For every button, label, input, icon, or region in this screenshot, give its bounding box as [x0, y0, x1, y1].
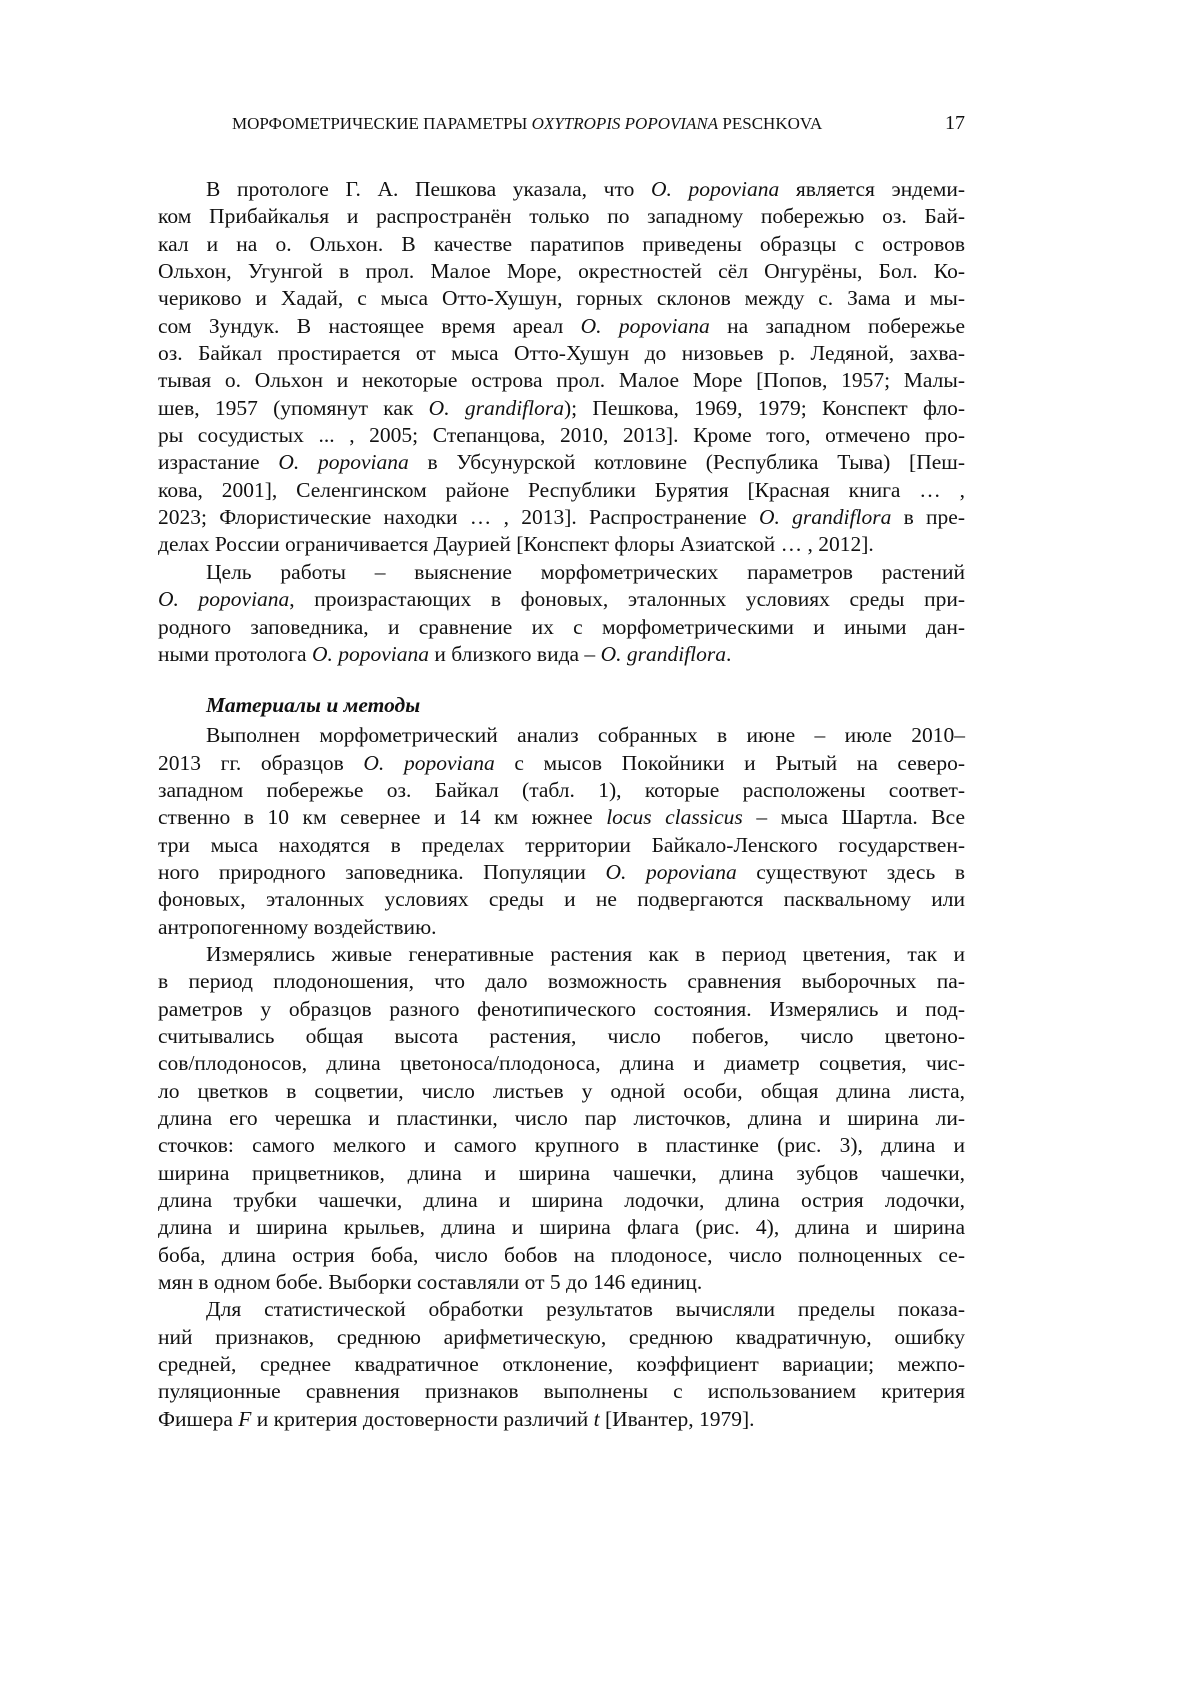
text-line — [158, 1214, 965, 1241]
text-run: Ольхон, Угунгой в прол. Малое Море, окрестностей сёл Онгурёны, Бол. Ко- — [158, 259, 965, 284]
text-run: мян в одном бобе. Выборки составляли от 5 до 146 единиц. — [158, 1270, 703, 1295]
text-run: боба, длина острия боба, число бобов на плодоносе, число полноценных се- — [158, 1242, 965, 1267]
text-run: делах России ограничивается Даурией [Конспект флоры Азиатской … , 2012]. — [158, 532, 874, 557]
text-line — [158, 422, 965, 449]
italic-text: O. popoviana — [278, 450, 409, 475]
text-line — [158, 203, 965, 230]
text-run: кова, 2001], Селенгинском районе Республики Бурятия [Красная книга … , — [158, 477, 965, 502]
text-run: ком Прибайкалья и распространён только по западному побережью оз. Бай- — [158, 204, 965, 229]
text-run: средней, среднее квадратичное отклонение, коэффициент вариации; межпо- — [158, 1352, 965, 1377]
text-run: 2023; Флористические находки … , 2013]. Распространение — [158, 505, 759, 530]
text-run: ний признаков, среднюю арифметическую, среднюю квадратичную, ошибку — [158, 1324, 965, 1349]
text-line — [158, 504, 965, 531]
text-run: три мыса находятся в пределах территории Байкало-Ленского государствен- — [158, 832, 965, 857]
text-run: ло цветков в соцветии, число листьев у одной особи, общая длина листа, — [158, 1078, 965, 1103]
text-line — [158, 832, 965, 859]
italic-text: F — [238, 1406, 252, 1431]
text-run: антропогенному воздействию. — [158, 914, 437, 939]
italic-text: O. popoviana — [605, 859, 737, 884]
text-run: ширина прицветников, длина и ширина чашечки, длина зубцов чашечки, — [158, 1160, 965, 1185]
text-line — [158, 1378, 965, 1405]
paragraph — [158, 176, 965, 559]
text-run: ры сосудистых ... , 2005; Степанцова, 2010, 2013]. Кроме того, отмечено про- — [158, 423, 965, 448]
text-run: и близкого вида – — [429, 641, 601, 666]
text-run: западном побережье оз. Байкал (табл. 1), которые расположены соответ- — [158, 777, 965, 802]
text-run: МОРФОМЕТРИЧЕСКИЕ ПАРАМЕТРЫ — [232, 114, 532, 133]
text-line — [158, 968, 965, 995]
text-line — [158, 1269, 965, 1296]
text-run: . — [726, 641, 732, 666]
text-run: пуляционные сравнения признаков выполнены с использованием критерия — [158, 1379, 965, 1404]
text-run: тывая о. Ольхон и некоторые острова прол. Малое Море [Попов, 1957; Малы- — [158, 368, 965, 393]
text-run: сточков: самого мелкого и самого крупного в пластинке (рис. 3), длина и — [158, 1133, 965, 1158]
text-line — [158, 614, 965, 641]
paragraph — [158, 722, 965, 941]
text-line — [158, 258, 965, 285]
text-run: на западном побережье — [709, 313, 965, 338]
text-line — [158, 449, 965, 476]
section-heading: Материалы и методы — [206, 693, 421, 718]
italic-text: locus classicus — [606, 805, 743, 830]
text-run: израстание — [158, 450, 279, 475]
italic-text: t — [593, 1406, 600, 1431]
text-run: в период плодоношения, что дало возможность сравнения выборочных па- — [158, 969, 965, 994]
text-line — [158, 1324, 965, 1351]
text-run: фоновых, эталонных условиях среды и не подвергаются пасквальному или — [158, 887, 965, 912]
paragraph — [158, 941, 965, 1296]
text-run: в пре- — [891, 505, 965, 530]
italic-text: O. grandiflora — [600, 641, 726, 666]
article-body — [158, 176, 965, 1433]
text-line — [158, 996, 965, 1023]
text-line — [158, 531, 965, 558]
text-run: – мыса Шартла. Все — [742, 805, 965, 830]
text-run: длина трубки чашечки, длина и ширина лодочки, длина острия лодочки, — [158, 1188, 965, 1213]
text-run: существуют здесь в — [736, 859, 965, 884]
text-line — [158, 886, 965, 913]
text-line — [158, 395, 965, 422]
text-run: родного заповедника, и сравнение их с морфометрическими и иными дан- — [158, 614, 965, 639]
text-line — [158, 750, 965, 777]
italic-text: O. popoviana — [580, 313, 710, 338]
text-line — [158, 1023, 965, 1050]
paragraph — [158, 559, 965, 668]
text-line — [158, 1050, 965, 1077]
text-run: ); Пешкова, 1969, 1979; Конспект фло- — [564, 395, 965, 420]
text-run: сов/плодоносов, длина цветоноса/плодоноса, длина и диаметр соцветия, чис- — [158, 1051, 965, 1076]
text-run: считывались общая высота растения, число побегов, число цветоно- — [158, 1023, 965, 1048]
italic-text: O. grandiflora — [428, 395, 564, 420]
text-line — [158, 941, 965, 968]
italic-text: OXYTROPIS POPOVIANA — [531, 114, 719, 133]
text-run: Для статистической обработки результатов вычисляли пределы показа- — [206, 1297, 965, 1322]
text-run: кал и на о. Ольхон. В качестве паратипов приведены образцы с островов — [158, 231, 965, 256]
page-number: 17 — [945, 112, 965, 134]
text-line — [158, 586, 965, 613]
text-run: Фишера — [158, 1406, 239, 1431]
paragraph — [158, 1296, 965, 1433]
text-run: сом Зундук. В настоящее время ареал — [158, 313, 581, 338]
text-line — [158, 777, 965, 804]
text-line — [158, 1406, 965, 1433]
text-run: [Ивантер, 1979]. — [599, 1406, 755, 1431]
text-line — [158, 804, 965, 831]
text-line — [158, 1296, 965, 1323]
text-line — [158, 1132, 965, 1159]
running-title — [232, 114, 822, 134]
text-line — [158, 285, 965, 312]
text-line — [158, 559, 965, 586]
italic-text: O. popoviana — [158, 587, 290, 612]
text-line — [158, 231, 965, 258]
text-run: чериково и Хадай, с мыса Отто-Хушун, горных склонов между с. Зама и мы- — [158, 286, 965, 311]
text-line — [158, 1351, 965, 1378]
text-run: ными протолога — [158, 641, 312, 666]
italic-text: O. grandiflora — [759, 505, 892, 530]
text-line — [158, 1160, 965, 1187]
text-run: оз. Байкал простирается от мыса Отто-Хушун до низовьев р. Ледяной, захва- — [158, 341, 965, 366]
text-line — [158, 313, 965, 340]
text-run: Измерялись живые генеративные растения как в период цветения, так и — [206, 941, 965, 966]
italic-text: O. popoviana — [311, 641, 430, 666]
text-line — [158, 367, 965, 394]
text-line — [158, 914, 965, 941]
text-run: с мысов Покойники и Рытый на северо- — [494, 750, 965, 775]
text-run: шев, 1957 (упомянут как — [158, 395, 429, 420]
text-run: длина и ширина крыльев, длина и ширина флага (рис. 4), длина и ширина — [158, 1215, 965, 1240]
text-run: раметров у образцов разного фенотипического состояния. Измерялись и под- — [158, 996, 965, 1021]
text-run: и критерия достоверности различий — [251, 1406, 594, 1431]
text-run: Цель работы – выяснение морфометрических параметров растений — [206, 559, 965, 584]
text-line — [158, 722, 965, 749]
text-line — [158, 1187, 965, 1214]
text-line — [158, 477, 965, 504]
italic-text: O. popoviana — [650, 177, 780, 201]
text-run: длина его черешка и пластинки, число пар листочков, длина и ширина ли- — [158, 1106, 965, 1130]
text-run: Выполнен морфометрический анализ собранных в июне – июле 2010– — [206, 723, 965, 748]
text-run: PESCHKOVA — [718, 114, 823, 133]
text-run: 2013 гг. образцов — [158, 750, 364, 775]
text-line — [158, 859, 965, 886]
text-line — [158, 176, 965, 203]
text-line — [158, 1078, 965, 1105]
text-run: , произрастающих в фоновых, эталонных условиях среды при- — [289, 587, 965, 612]
text-run: является эндеми- — [779, 177, 965, 201]
italic-text: O. popoviana — [363, 750, 495, 775]
text-line — [158, 1105, 965, 1132]
text-line — [158, 340, 965, 367]
text-line — [158, 1242, 965, 1269]
text-run: ного природного заповедника. Популяции — [158, 859, 606, 884]
text-run: В протологе Г. А. Пешкова указала, что — [206, 177, 651, 201]
text-line — [158, 641, 965, 668]
text-run: в Убсунурской котловине (Республика Тыва) [Пеш- — [408, 450, 965, 475]
text-run: ственно в 10 км севернее и 14 км южнее — [158, 805, 607, 830]
